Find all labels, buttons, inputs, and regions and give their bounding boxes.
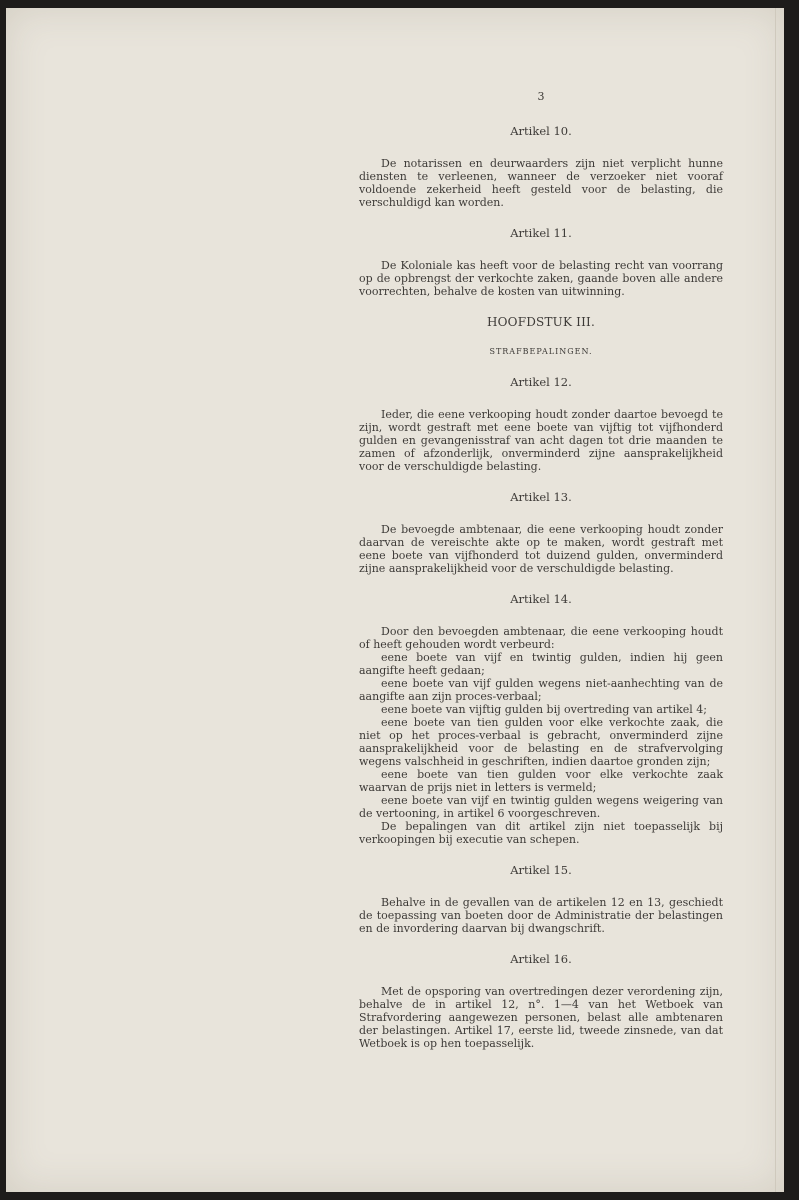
article-11-text bbox=[359, 259, 723, 298]
article-15-heading: Artikel 15. bbox=[510, 863, 572, 877]
page-number: 3 bbox=[537, 90, 545, 103]
article-13-paragraph: De bevoegde ambtenaar, die eene verkooping houdt zonder daarvan de vereischte akte op te maken, wordt gestraft met eene boete van vijfhonderd tot duizend gulden, onverminderd zijne aansprakelijkheid voor de verschuldigde belasting. bbox=[359, 523, 723, 575]
article-13-heading: Artikel 13. bbox=[510, 490, 572, 504]
article-14-item: eene boete van vijf en twintig gulden, indien hij geen aangifte heeft gedaan; bbox=[359, 651, 723, 677]
article-10-heading: Artikel 10. bbox=[510, 124, 572, 138]
article-15-text bbox=[359, 896, 723, 935]
article-14-text bbox=[359, 625, 723, 846]
article-16-heading: Artikel 16. bbox=[510, 952, 572, 966]
article-16-text bbox=[359, 985, 723, 1050]
article-15-paragraph: Behalve in de gevallen van de artikelen 12 en 13, geschiedt de toepassing van boeten door de Administratie der belastingen en de invordering daarvan bij dwangschrift. bbox=[359, 896, 723, 935]
chapter-3-heading: HOOFDSTUK III. bbox=[486, 315, 596, 329]
article-14-intro: Door den bevoegden ambtenaar, die eene verkooping houdt of heeft gehouden wordt verbeurd: bbox=[359, 625, 723, 651]
article-16-paragraph: Met de opsporing van overtredingen dezer verordening zijn, behalve de in artikel 12, n°. 1—4 van het Wetboek van Strafvordering aangewezen personen, belast alle ambtenaren der belastingen. Artikel 17, eerste lid, tweede zinsnede, van dat Wetboek is op hen toepasselijk. bbox=[359, 985, 723, 1050]
article-12-paragraph: Ieder, die eene verkooping houdt zonder daartoe bevoegd te zijn, wordt gestraft met eene boete van vijftig tot vijfhonderd gulden en gevangenisstraf van acht dagen tot drie maanden te zamen of afzonderlijk, onverminderd zijne aansprakelijkheid voor de verschuldigde belasting. bbox=[359, 408, 723, 473]
article-13-text bbox=[359, 523, 723, 575]
article-12-heading: Artikel 12. bbox=[510, 375, 572, 389]
article-10-paragraph: De notarissen en deurwaarders zijn niet verplicht hunne diensten te verleenen, wanneer de verzoeker niet vooraf voldoende zekerheid heeft gesteld voor de belasting, die verschuldigd kan worden. bbox=[359, 157, 723, 209]
page-content bbox=[359, 84, 723, 1068]
article-14-item: eene boete van tien gulden voor elke verkochte zaak waarvan de prijs niet in letters is vermeld; bbox=[359, 768, 723, 794]
chapter-3-subtitle: STRAFBEPALINGEN. bbox=[489, 347, 593, 356]
article-11-heading: Artikel 11. bbox=[510, 226, 572, 240]
article-14-closing: De bepalingen van dit artikel zijn niet toepasselijk bij verkoopingen bij executie van schepen. bbox=[359, 820, 723, 846]
article-14-item: eene boete van vijftig gulden bij overtreding van artikel 4; bbox=[381, 703, 707, 716]
article-14-item: eene boete van tien gulden voor elke verkochte zaak, die niet op het proces-verbaal is gebracht, onverminderd zijne aansprakelijkheid voor de belasting en de strafvervolging wegens valschheid in geschriften, indien daartoe gronden zijn; bbox=[359, 716, 723, 768]
article-14-item: eene boete van vijf gulden wegens niet-aanhechting van de aangifte aan zijn proces-verbaal; bbox=[359, 677, 723, 703]
article-11-paragraph: De Koloniale kas heeft voor de belasting recht van voorrang op de opbrengst der verkochte zaken, gaande boven alle andere voorrechten, behalve de kosten van uitwinning. bbox=[359, 259, 723, 298]
article-14-item: eene boete van vijf en twintig gulden wegens weigering van de vertooning, in artikel 6 voorgeschreven. bbox=[359, 794, 723, 820]
article-12-text bbox=[359, 408, 723, 473]
page-edge bbox=[775, 8, 776, 1192]
article-10-text bbox=[359, 157, 723, 209]
article-14-heading: Artikel 14. bbox=[510, 592, 572, 606]
